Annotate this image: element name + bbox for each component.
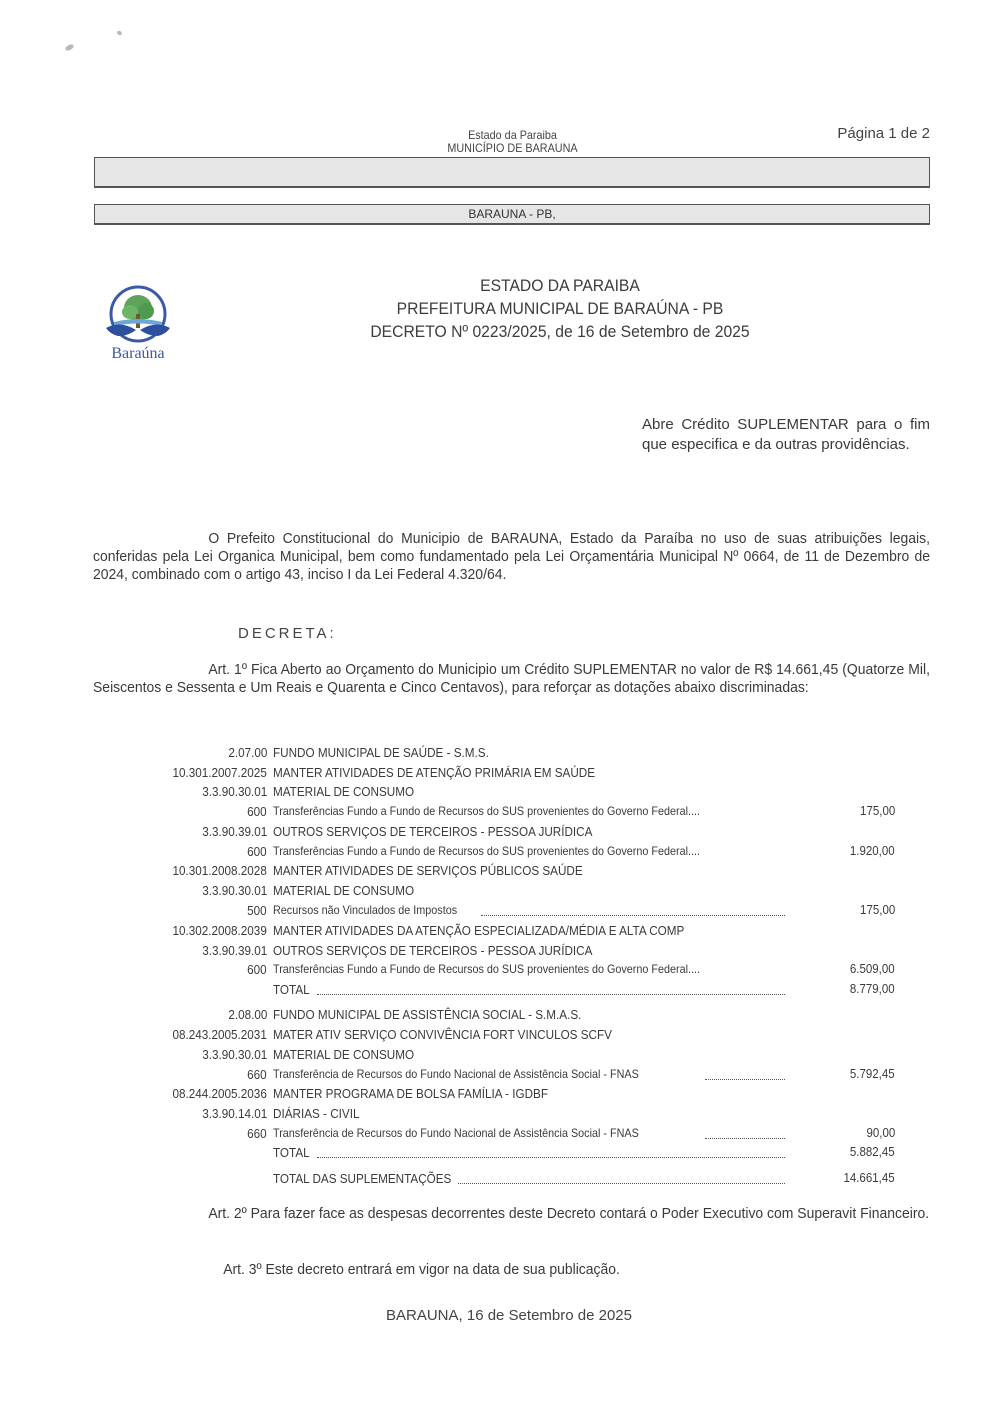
dot-leader — [317, 1157, 785, 1158]
page-indicator: Página 1 de 2 — [837, 125, 930, 142]
budget-row-element: 3.3.90.30.01 MATERIAL DE CONSUMO — [201, 883, 415, 898]
budget-row-element: 3.3.90.39.01 OUTROS SERVIÇOS DE TERCEIROS - PESSOA JURÍDICA — [201, 824, 593, 839]
dot-leader — [705, 1138, 785, 1139]
budget-row-subtotal: TOTAL 8.779,00 — [273, 982, 895, 997]
svg-text:Baraúna: Baraúna — [111, 345, 165, 362]
budget-row-action: 10.301.2008.2028 MANTER ATIVIDADES DE SERVIÇOS PÚBLICOS SAÚDE — [172, 863, 583, 878]
budget-row-organ: 2.07.00 FUNDO MUNICIPAL DE SAÚDE - S.M.S. — [227, 745, 489, 760]
budget-row-element: 3.3.90.39.01 OUTROS SERVIÇOS DE TERCEIROS - PESSOA JURÍDICA — [201, 943, 593, 958]
scan-artifact — [64, 43, 74, 52]
letterhead-prefeitura: PREFEITURA MUNICIPAL DE BARAÚNA - PB — [396, 300, 724, 318]
budget-row-grand-total: TOTAL DAS SUPLEMENTAÇÕES 14.661,45 — [273, 1171, 895, 1186]
municipality-logo — [100, 284, 176, 366]
location-bar: BARAUNA - PB, — [94, 204, 930, 225]
header-state: Estado da Paraiba — [468, 128, 557, 142]
budget-row-source: 660 Transferência de Recursos do Fundo Nacional de Assistência Social - FNAS 5.792,45 — [247, 1067, 895, 1082]
budget-row-element: 3.3.90.14.01 DIÁRIAS - CIVIL — [201, 1106, 360, 1121]
budget-row-action: 10.301.2007.2025 MANTER ATIVIDADES DE ATENÇÃO PRIMÁRIA EM SAÚDE — [172, 765, 596, 780]
decree-summary: Abre Crédito SUPLEMENTAR para o fim que especifica e da outras providências. — [642, 416, 930, 453]
budget-row-organ: 2.08.00 FUNDO MUNICIPAL DE ASSISTÊNCIA SOCIAL - S.M.A.S. — [227, 1007, 582, 1022]
header-municipality: MUNICÍPIO DE BARAUNA — [447, 141, 578, 155]
budget-row-source: 500 Recursos não Vinculados de Impostos 175,00 — [247, 903, 895, 918]
header-gray-bar — [94, 157, 930, 188]
barauna-logo-icon — [100, 284, 176, 366]
article-3: Art. 3º Este decreto entrará em vigor na data de sua publicação. — [223, 1261, 620, 1278]
scan-artifact — [116, 30, 122, 36]
budget-row-subtotal: TOTAL 5.882,45 — [273, 1145, 895, 1160]
decree-title: DECRETO Nº 0223/2025, de 16 de Setembro de 2025 — [370, 323, 750, 341]
dot-leader — [458, 1183, 785, 1184]
dot-leader — [705, 1079, 785, 1080]
dot-leader — [317, 994, 785, 995]
budget-row-action: 08.243.2005.2031 MATER ATIV SERVIÇO CONVIVÊNCIA FORT VINCULOS SCFV — [172, 1027, 612, 1042]
letterhead-state: ESTADO DA PARAIBA — [480, 277, 640, 295]
decreta-heading: DECRETA: — [238, 625, 337, 642]
budget-row-source: 660 Transferência de Recursos do Fundo Nacional de Assistência Social - FNAS 90,00 — [247, 1126, 895, 1141]
budget-row-source: 600 Transferências Fundo a Fundo de Recursos do SUS provenientes do Governo Federal.... 175,00 — [247, 804, 895, 819]
budget-row-element: 3.3.90.30.01 MATERIAL DE CONSUMO — [201, 784, 415, 799]
budget-row-action: 08.244.2005.2036 MANTER PROGRAMA DE BOLSA FAMÍLIA - IGDBF — [172, 1086, 549, 1101]
letterhead — [313, 275, 807, 344]
budget-row-source: 600 Transferências Fundo a Fundo de Recursos do SUS provenientes do Governo Federal.... 1.920,00 — [247, 844, 895, 859]
article-1: Art. 1º Fica Aberto ao Orçamento do Municipio um Crédito SUPLEMENTAR no valor de R$ 14.661,45 (Quatorze Mil, Seiscentos e Sessenta e Um Reais e Quarenta e Cinco Centavos), para reforçar as dotações abaixo discriminadas: — [93, 661, 930, 696]
budget-row-action: 10.302.2008.2039 MANTER ATIVIDADES DA ATENÇÃO ESPECIALIZADA/MÉDIA E ALTA COMP — [172, 923, 685, 938]
budget-row-element: 3.3.90.30.01 MATERIAL DE CONSUMO — [201, 1047, 415, 1062]
preamble-paragraph: O Prefeito Constitucional do Municipio de BARAUNA, Estado da Paraíba no uso de suas atribuições legais, conferidas pela Lei Organica Municipal, bem como fundamentado pela Lei Orçamentária Municipal Nº 0664, de 11 de Dezembro de 2024, combinado com o artigo 43, inciso I da Lei Federal 4.320/64. — [93, 530, 930, 583]
budget-row-source: 600 Transferências Fundo a Fundo de Recursos do SUS provenientes do Governo Federal.... 6.509,00 — [247, 962, 895, 977]
article-2: Art. 2º Para fazer face as despesas decorrentes deste Decreto contará o Poder Executivo com Superavit Financeiro. — [208, 1205, 930, 1222]
place-and-date: BARAUNA, 16 de Setembro de 2025 — [386, 1307, 632, 1324]
dot-leader — [481, 915, 785, 916]
